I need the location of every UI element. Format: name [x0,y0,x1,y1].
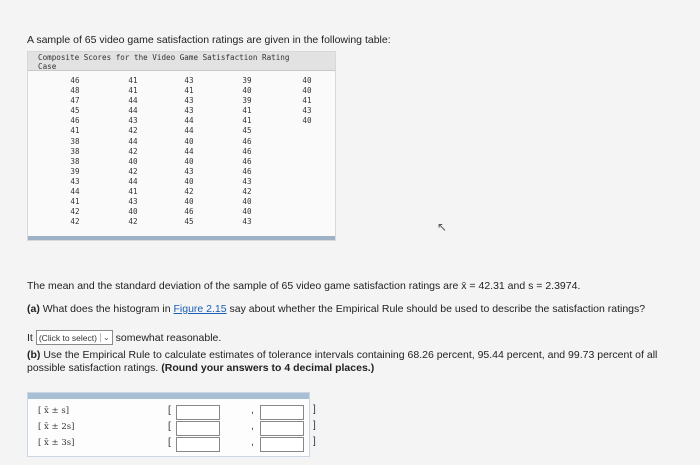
data-table-cell: 42 [184,187,194,197]
data-table-cell: 41 [128,76,138,85]
data-table-cell: 40 [184,176,194,186]
data-table-cell: 40 [302,86,312,96]
data-table-cell: 43 [184,106,194,116]
open-bracket: [ [168,421,171,432]
comma-separator: , [251,437,254,448]
data-table-cell: 41 [242,106,252,116]
upper-bound-input-2s[interactable] [260,421,304,436]
data-table-cell: 44 [70,187,80,197]
question-b-prefix: (b) [27,349,41,361]
interval-label: [ x̄ ± 2s] [38,422,75,432]
data-table-grid [40,76,335,227]
data-table-cell: 43 [184,166,194,176]
data-table-cell: 42 [128,146,138,156]
data-table-cell: 42 [70,217,80,227]
data-table-row [40,96,335,106]
tolerance-interval-table [27,392,310,457]
data-table-row [40,147,335,157]
data-table-cell: 48 [70,86,80,96]
intro-text: A sample of 65 video game satisfaction ratings are given in the following table: [27,34,391,46]
data-table-row [40,187,335,197]
data-table-cell: 45 [70,106,80,116]
data-table-cell: 46 [242,166,252,176]
data-table-cell: 46 [242,136,252,146]
data-table-cell: 43 [184,96,194,106]
data-table-cell: 41 [70,197,80,207]
upper-bound-input-1s[interactable] [260,405,304,420]
question-b-rounding-note: (Round your answers to 4 decimal places.) [161,362,375,374]
data-table-cell: 40 [242,197,252,207]
data-table-row [40,137,335,147]
data-table-cell: 40 [184,136,194,146]
data-table-row [40,167,335,177]
data-table-cell: 40 [302,76,312,85]
data-table-cell: 40 [242,86,252,96]
close-bracket-3s: ] [313,436,316,447]
question-a-text-1: What does the histogram in [39,303,174,315]
comma-separator: , [251,421,254,432]
data-table-cell: 42 [128,166,138,176]
data-table-row [40,116,335,126]
open-bracket: [ [168,405,171,416]
data-table-header [28,52,335,71]
data-table-cell: 44 [128,96,138,106]
data-table-cell: 38 [70,156,80,166]
data-table-cell: 46 [242,146,252,156]
data-table-cell: 42 [242,187,252,197]
data-table-cell: 40 [128,156,138,166]
data-table-cell: 46 [70,76,80,85]
close-bracket-1s: ] [313,404,316,415]
data-table-row [40,157,335,167]
data-table-cell: 46 [242,156,252,166]
tolerance-table-header [28,393,309,399]
answer-a-suffix: somewhat reasonable. [115,331,222,344]
mean-sd-statement: The mean and the standard deviation of the sample of 65 video game satisfaction ratings are x̄ = 42.31 and s = 2.3974. [27,280,581,292]
data-table-cell: 44 [128,106,138,116]
interval-row-2s [28,421,309,436]
answer-a-row [27,330,221,345]
lower-bound-input-1s[interactable] [176,405,220,420]
upper-bound-input-3s[interactable] [260,437,304,452]
data-table-cell: 41 [70,126,80,136]
data-table-cell: 39 [242,96,252,106]
question-b-text: Use the Empirical Rule to calculate estimates of tolerance intervals containing 68.26 percent, 95.44 percent, and 99.73 percent of all possible satisfaction ratings. [27,349,658,374]
data-table-cell: 46 [184,207,194,217]
interval-label: [ x̄ ± s] [38,406,70,416]
answer-a-prefix: It [27,331,33,344]
lower-bound-input-3s[interactable] [176,437,220,452]
data-table-cell: 43 [70,176,80,186]
data-table-cell: 39 [242,76,252,85]
close-bracket-2s: ] [313,420,316,431]
question-a [27,303,645,315]
comma-separator: , [251,405,254,416]
data-table-cell: 43 [128,116,138,126]
data-table-row [40,197,335,207]
figure-link[interactable]: Figure 2.15 [173,303,227,315]
data-table-cell: 43 [242,217,252,227]
interval-row-1s [28,405,309,420]
data-table-cell: 41 [242,116,252,126]
data-table-cell: 44 [184,126,194,136]
data-table-cell: 44 [128,176,138,186]
data-table-bottom-bar [28,236,335,240]
interval-row-3s [28,437,309,452]
data-table-cell: 41 [302,96,312,106]
interval-label: [ x̄ ± 3s] [38,438,75,448]
data-table-title: Composite Scores for the Video Game Satisfaction Rating [38,53,290,62]
data-table-cell: 38 [70,146,80,156]
data-table-cell: 43 [302,106,312,116]
data-table-cell: 42 [70,207,80,217]
question-b [27,349,667,375]
data-table-cell: 39 [70,166,80,176]
data-table-cell: 42 [128,217,138,227]
lower-bound-input-2s[interactable] [176,421,220,436]
data-table-cell: 41 [128,86,138,96]
chevron-down-icon: ⌄ [100,333,110,342]
data-table-row [40,177,335,187]
data-table-cell: 42 [128,126,138,136]
data-table-cell: 43 [128,197,138,207]
answer-a-select[interactable] [36,330,113,345]
open-bracket: [ [168,437,171,448]
satisfaction-data-table [27,51,336,241]
data-table-cell: 41 [184,86,194,96]
data-table-cell: 44 [184,116,194,126]
data-table-cell: 40 [184,156,194,166]
data-table-cell: 41 [128,187,138,197]
data-table-row [40,207,335,217]
data-table-cell: 45 [242,126,252,136]
data-table-row [40,106,335,116]
data-table-row [40,126,335,136]
data-table-cell: 44 [184,146,194,156]
data-table-cell: 40 [242,207,252,217]
data-table-row [40,86,335,96]
data-table-cell: 38 [70,136,80,146]
data-table-cell: 45 [184,217,194,227]
data-table-cell: 47 [70,96,80,106]
answer-a-select-value: (Click to select) [38,332,97,343]
data-table-row [40,217,335,227]
data-table-cell: 43 [242,176,252,186]
data-table-case-label: Case [38,61,57,71]
question-a-text-2: say about whether the Empirical Rule should be used to describe the satisfaction ratings? [226,303,646,315]
data-table-cell: 40 [302,116,312,126]
data-table-cell: 43 [184,76,194,85]
question-a-prefix: (a) [27,303,40,315]
data-table-row [40,76,335,86]
data-table-cell: 44 [128,136,138,146]
data-table-cell: 40 [128,207,138,217]
data-table-cell: 40 [184,197,194,207]
pointer-cursor-icon: ↖ [437,220,448,234]
data-table-cell: 46 [70,116,80,126]
